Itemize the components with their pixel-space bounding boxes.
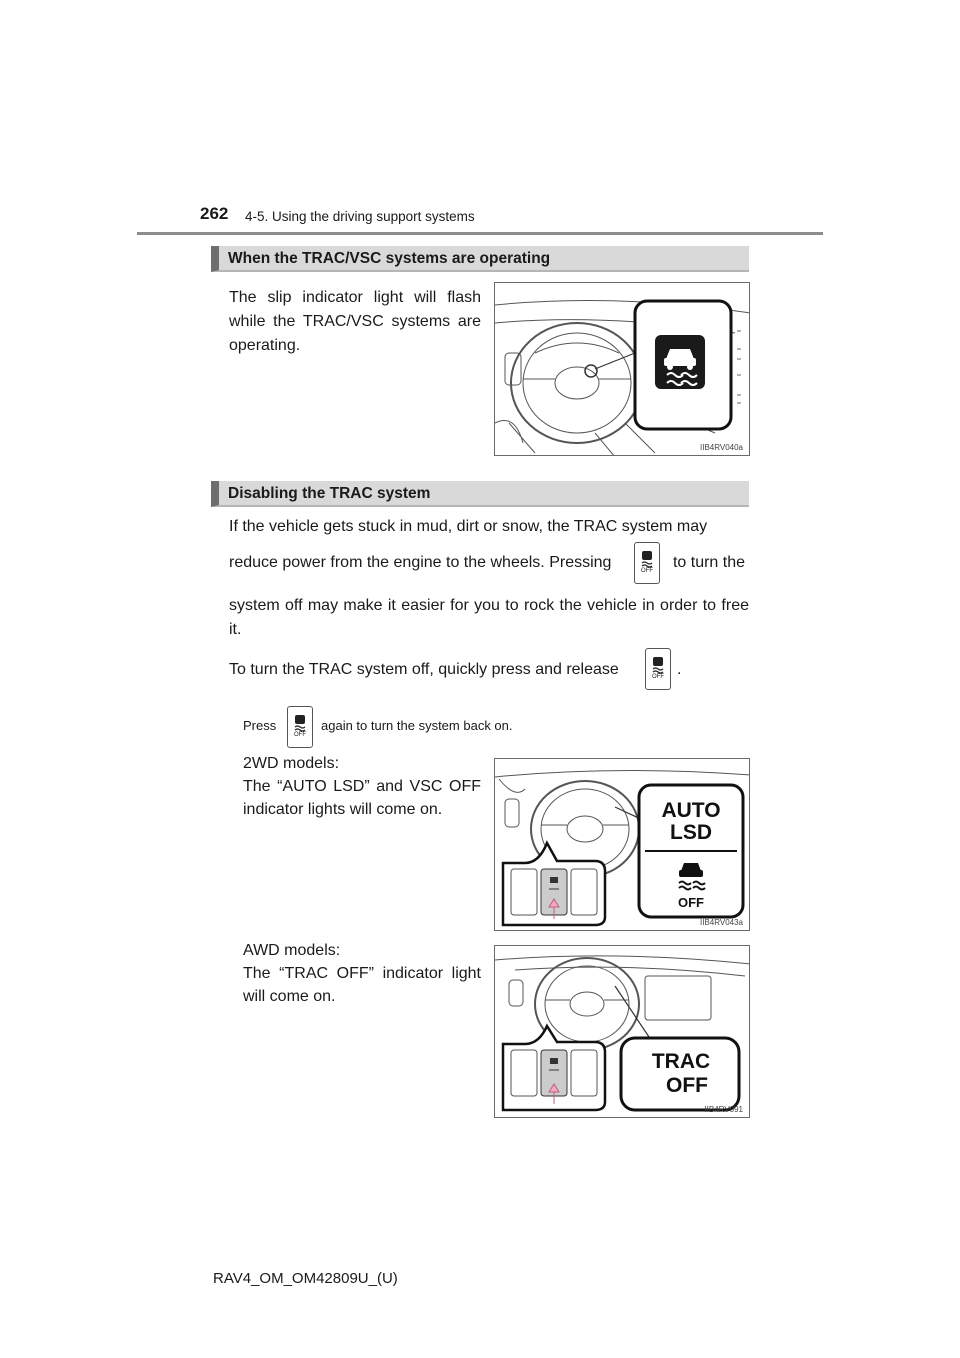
model-awd-label: AWD models: (243, 942, 341, 959)
paragraph-line-2 (229, 542, 749, 586)
trac-off-button-icon (287, 706, 313, 748)
model-2wd-label: 2WD models: (243, 755, 340, 772)
model-2wd-text: The “AUTO LSD” and VSC OFF indicator lights will come on. (243, 778, 481, 818)
chapter-title: 4-5. Using the driving support systems (245, 209, 475, 224)
button-off-label: OFF (641, 568, 653, 574)
trac-off-button-icon (634, 542, 660, 584)
section-heading-text: Disabling the TRAC system (228, 485, 431, 502)
model-awd-text: The “TRAC OFF” indicator light will come on. (243, 965, 481, 1005)
section-heading-trac-vsc-operating (211, 246, 749, 272)
trac-off-line-1: TRAC (651, 1050, 711, 1073)
button-off-label: OFF (294, 732, 306, 738)
figure-id: IIB4RV091 (704, 1105, 743, 1114)
page-number: 262 (200, 204, 229, 223)
figure-id: IIB4RV043a (700, 918, 743, 927)
button-off-label: OFF (652, 674, 664, 680)
auto-lsd-line-1: AUTO (661, 799, 721, 822)
header-rule (137, 232, 823, 235)
note-line (243, 706, 743, 746)
trac-off-line-2: OFF (666, 1074, 708, 1097)
paragraph-text: reduce power from the engine to the wheels. Pressing (229, 554, 612, 571)
section-body: The slip indicator light will flash while the TRAC/VSC systems are operating. (229, 289, 481, 354)
figure-slip-indicator (494, 282, 750, 456)
paragraph-text: . (677, 661, 682, 678)
slip-indicator-icon (655, 335, 705, 389)
paragraph-text: To turn the TRAC system off, quickly press and release (229, 661, 619, 678)
section-heading-disabling-trac (211, 481, 749, 507)
auto-lsd-line-2: LSD (670, 821, 712, 844)
dashboard-illustration (495, 283, 750, 456)
trac-off-button-icon (645, 648, 671, 690)
note-text: again to turn the system back on. (321, 718, 513, 733)
section-heading-text: When the TRAC/VSC systems are operating (228, 250, 551, 267)
paragraph-text: to turn the (672, 554, 745, 571)
off-indicator-label: OFF (678, 895, 704, 910)
paragraph-line-3: system off may make it easier for you to rock the vehicle in order to free it. (229, 597, 749, 638)
figure-id: IIB4RV040a (700, 443, 743, 452)
figure-2wd-indicators (494, 758, 750, 931)
document-code: RAV4_OM_OM42809U_(U) (213, 1270, 398, 1287)
paragraph-2 (229, 648, 749, 692)
figure-awd-indicators (494, 945, 750, 1118)
paragraph-line-1: If the vehicle gets stuck in mud, dirt or snow, the TRAC system may (229, 518, 708, 535)
dashboard-2wd-illustration (495, 759, 750, 931)
dashboard-awd-illustration (495, 946, 750, 1118)
note-text: Press (243, 718, 277, 733)
